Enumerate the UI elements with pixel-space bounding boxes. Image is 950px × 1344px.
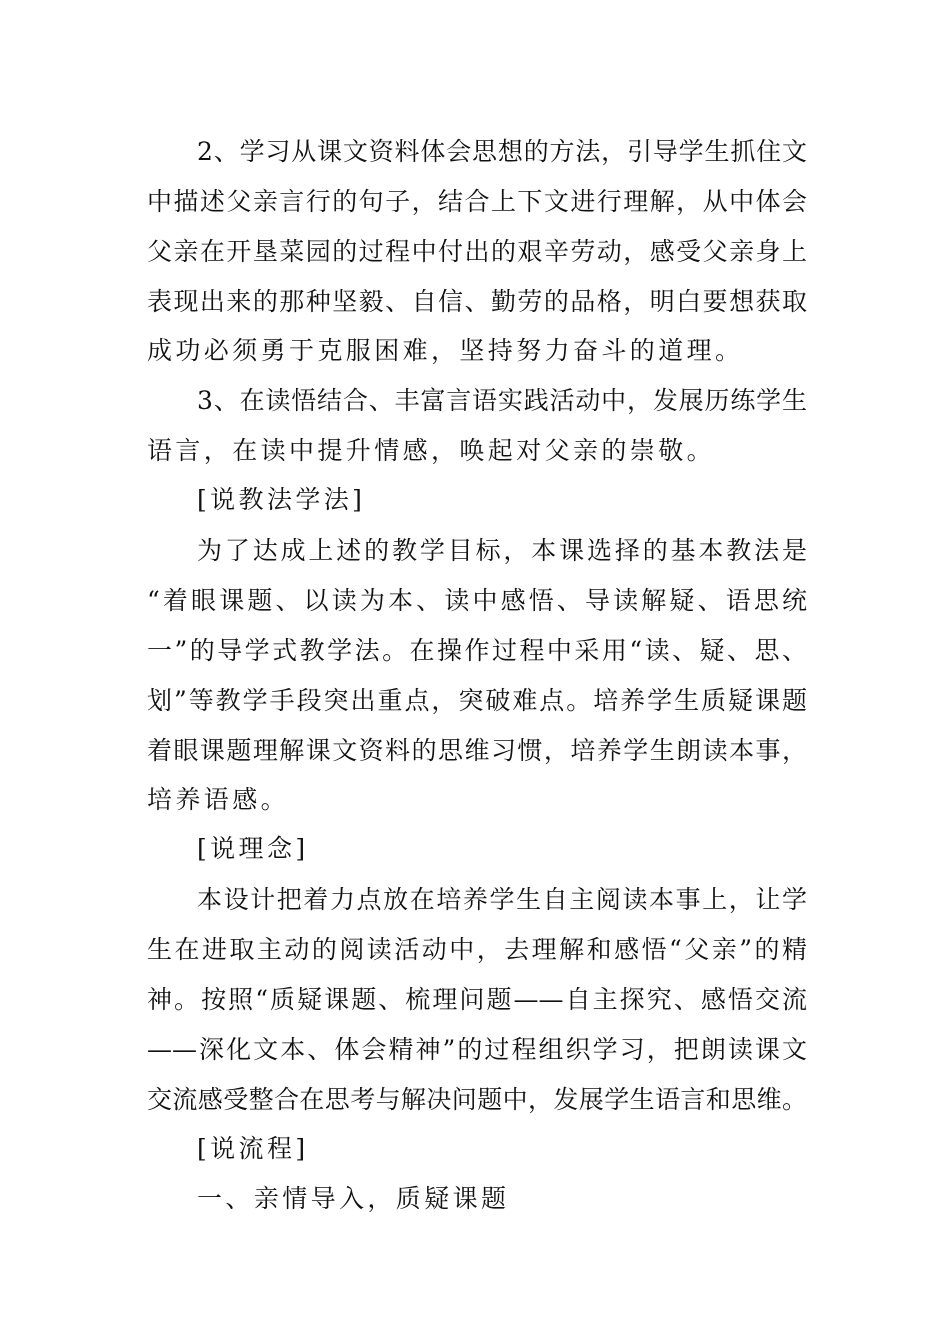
section-1-title: 一、亲情导入，质疑课题 bbox=[197, 1184, 510, 1213]
methods-line-1: 为了达成上述的教学目标，本课选择的基本教法是 bbox=[197, 536, 807, 565]
heading-process: [说流程] bbox=[197, 1134, 309, 1163]
methods-line-2: “着眼课题、以读为本、读中感悟、导读解疑、语思统 bbox=[147, 586, 807, 615]
methods-line-5: 着眼课题理解课文资料的思维习惯，培养学生朗读本事， bbox=[147, 736, 807, 765]
concept-line-5: 交流感受整合在思考与解决问题中，发展学生语言和思维。 bbox=[147, 1085, 807, 1114]
methods-line-6: 培养语感。 bbox=[147, 785, 290, 814]
goal-3-line-1: 3、在读悟结合、丰富言语实践活动中，发展历练学生 bbox=[197, 386, 807, 415]
goal-2-line-1: 2、学习从课文资料体会思想的方法，引导学生抓住文 bbox=[197, 137, 807, 166]
concept-line-2: 生在进取主动的阅读活动中，去理解和感悟“父亲”的精 bbox=[147, 935, 807, 964]
goal-2-line-5: 成功必须勇于克服困难，坚持努力奋斗的道理。 bbox=[147, 336, 744, 365]
concept-line-3: 神。按照“质疑课题、梳理问题——自主探究、感悟交流 bbox=[147, 985, 807, 1014]
heading-teaching-methods: [说教法学法] bbox=[197, 485, 366, 514]
methods-line-3: 一”的导学式教学法。在操作过程中采用“读、疑、思、 bbox=[147, 636, 807, 665]
goal-3-line-2: 语言，在读中提升情感，唤起对父亲的崇敬。 bbox=[147, 436, 716, 465]
concept-line-4: ——深化文本、体会精神”的过程组织学习，把朗读课文 bbox=[147, 1035, 807, 1064]
goal-2-line-4: 表现出来的那种坚毅、自信、勤劳的品格，明白要想获取 bbox=[147, 287, 807, 316]
goal-2-line-3: 父亲在开垦菜园的过程中付出的艰辛劳动，感受父亲身上 bbox=[147, 237, 807, 266]
methods-line-4: 划”等教学手段突出重点，突破难点。培养学生质疑课题 bbox=[147, 686, 807, 715]
concept-line-1: 本设计把着力点放在培养学生自主阅读本事上，让学 bbox=[197, 885, 807, 914]
goal-2-line-2: 中描述父亲言行的句子，结合上下文进行理解，从中体会 bbox=[147, 187, 807, 216]
heading-concept: [说理念] bbox=[197, 834, 309, 863]
